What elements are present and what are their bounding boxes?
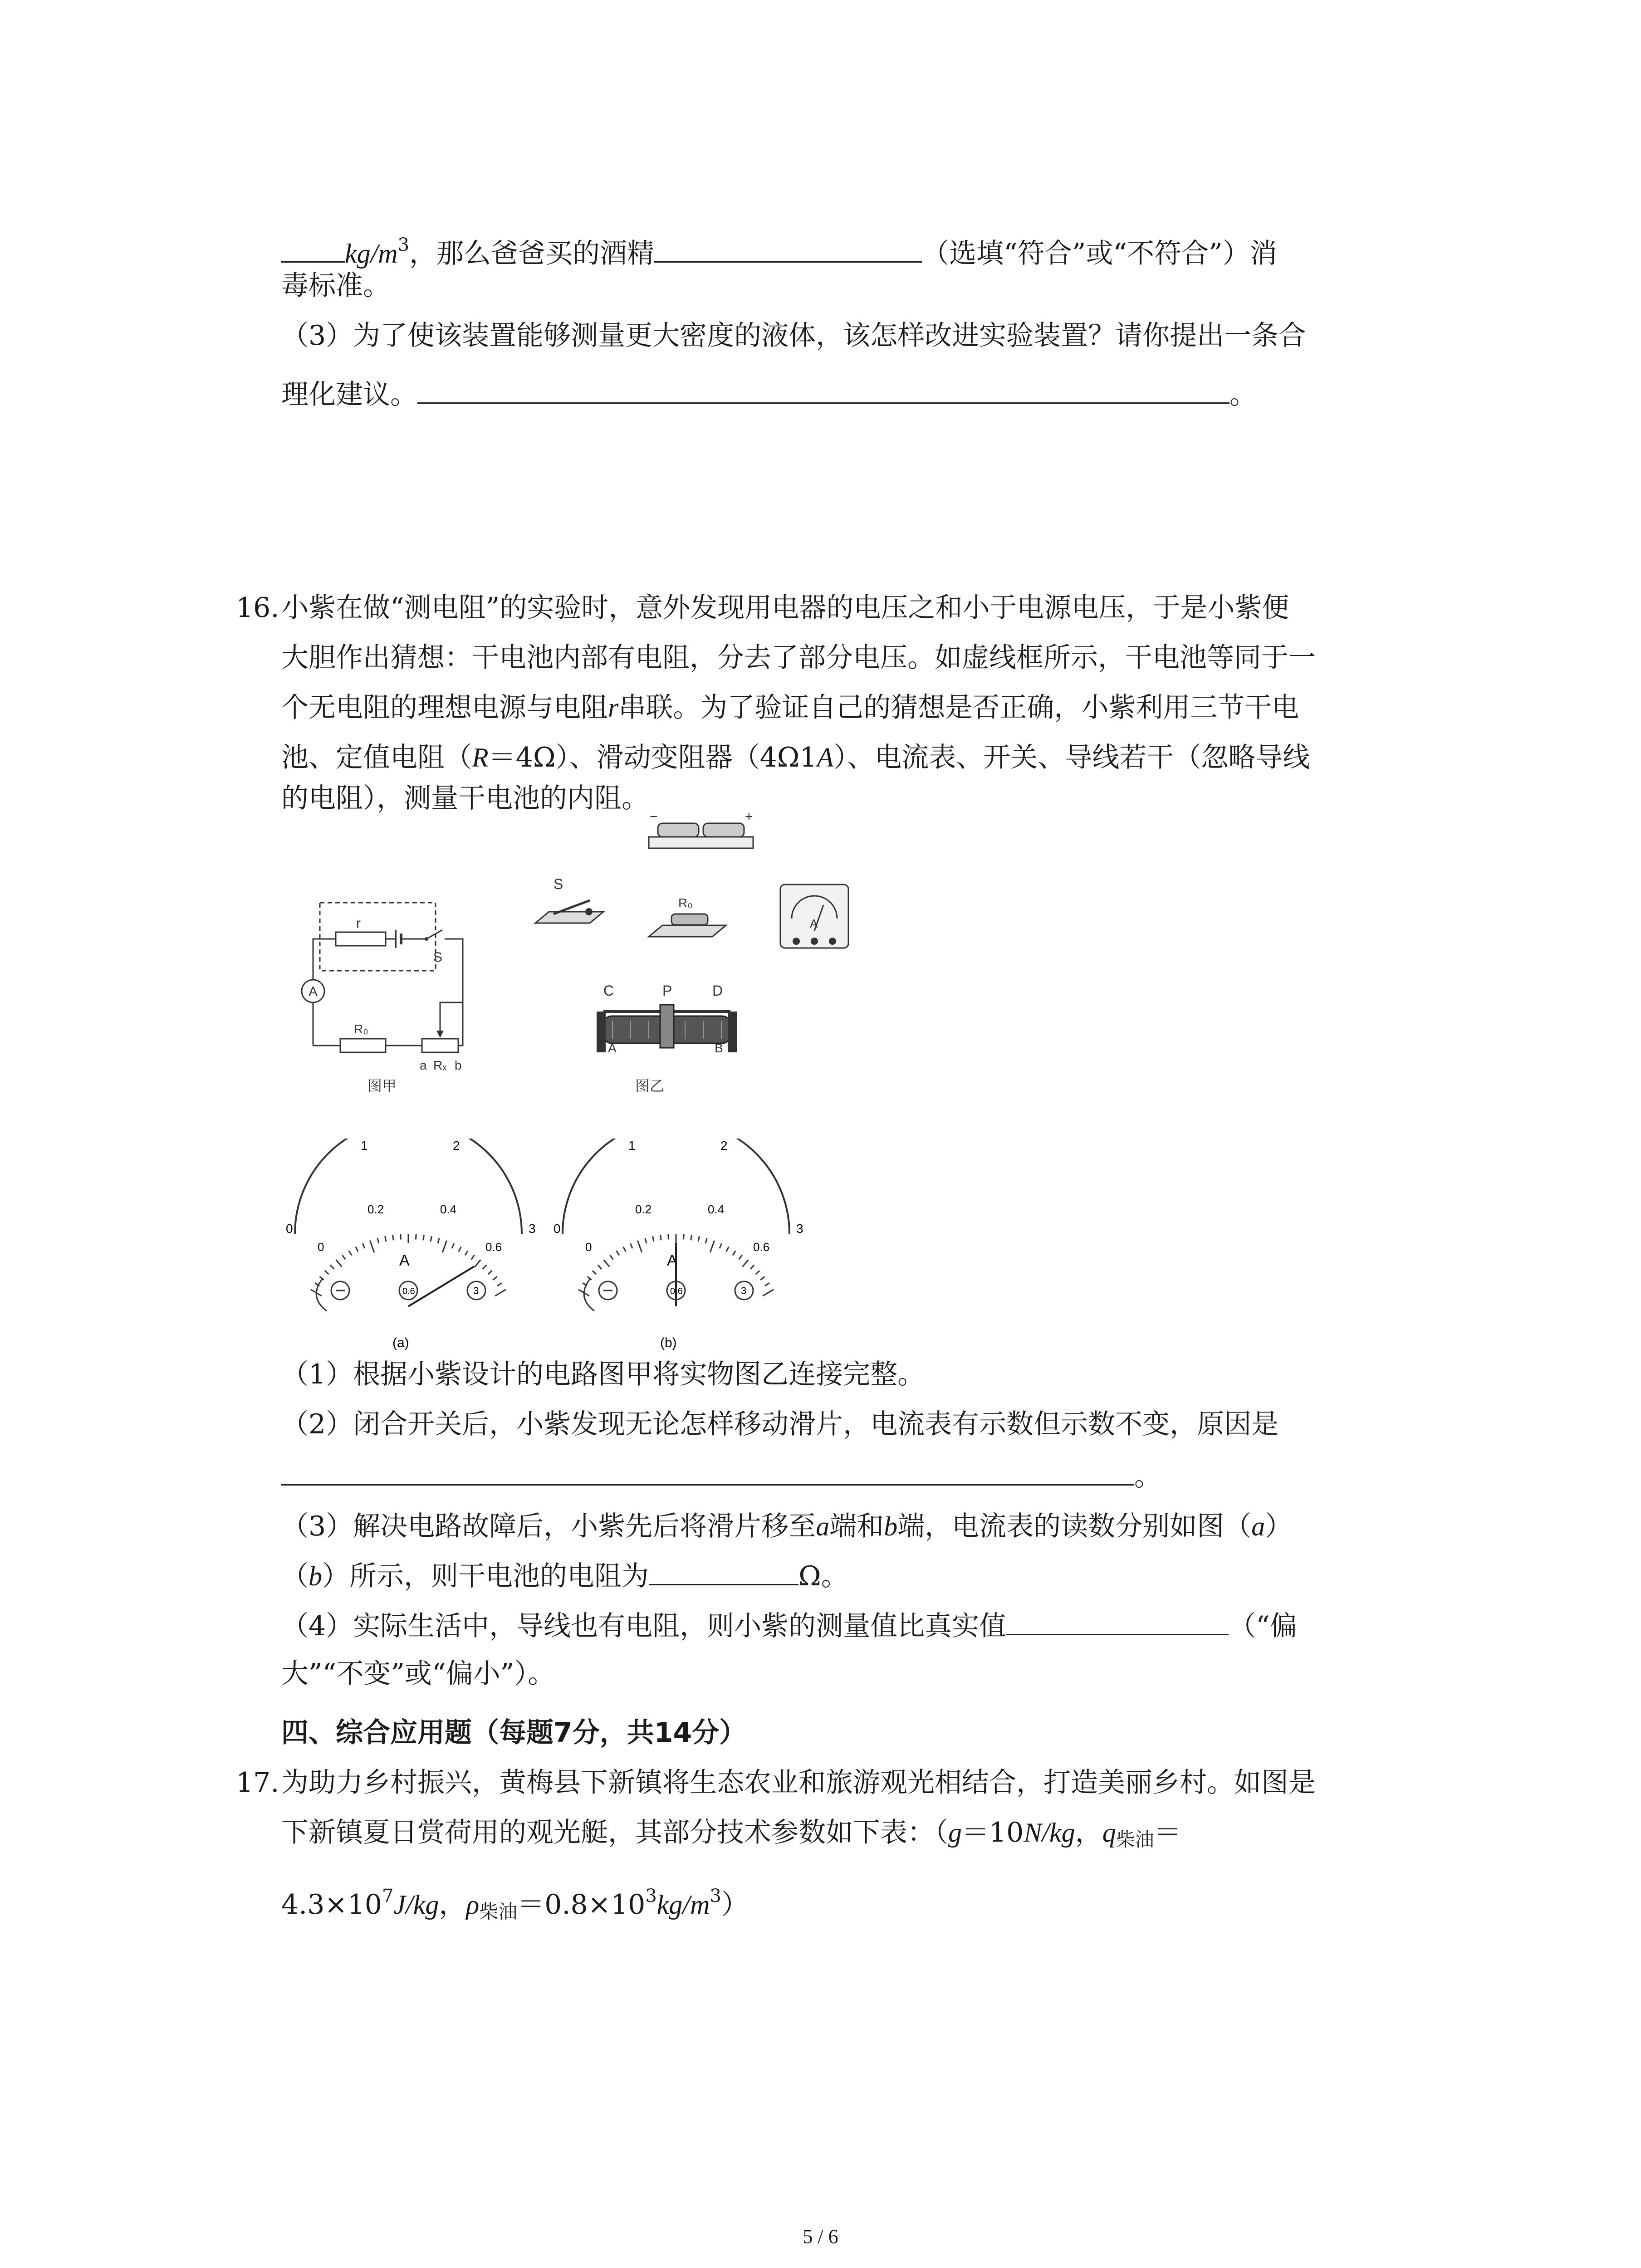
label-s: S [433, 950, 443, 965]
label-a: a [420, 1058, 427, 1072]
svg-text:P: P [662, 982, 672, 999]
subquestion-1: （1）根据小紫设计的电路图甲将实物图乙连接完整。 [281, 1359, 925, 1390]
meter-tick [739, 1255, 742, 1260]
svg-text:1: 1 [361, 1139, 368, 1153]
components-diagram-yi [522, 812, 871, 1093]
resistor-r0-component [649, 896, 726, 937]
rheostat-component [597, 982, 737, 1055]
meter-tick [377, 1238, 379, 1243]
meter-tick [483, 1265, 486, 1269]
meter-tick [475, 1260, 481, 1266]
subquestion-3: （3）解决电路故障后，小紫先后将滑片移至a端和b端，电流表的读数分别如图（a） [281, 1510, 1293, 1542]
answer-blank[interactable] [649, 1559, 798, 1585]
svg-text:−: − [650, 812, 658, 824]
meter-tick [438, 1238, 439, 1243]
caption-jia: 图甲 [367, 1078, 397, 1093]
svg-text:0.6: 0.6 [670, 1286, 683, 1296]
subquestion-4: （4）实际生活中，导线也有电阻，则小紫的测量值比真实值 （“偏 [281, 1608, 1297, 1644]
svg-text:0.6: 0.6 [485, 1240, 502, 1254]
meter-tick [488, 1271, 492, 1274]
page-number: 5 / 6 [803, 2225, 838, 2248]
meter-tick [330, 1265, 334, 1269]
meter-tick [497, 1283, 502, 1286]
meter-tick [325, 1271, 329, 1274]
meter-arc [563, 1139, 789, 1234]
text-line: 大”“不变”或“偏小”）。 [281, 1658, 555, 1690]
svg-text:3: 3 [796, 1222, 803, 1236]
meter-tick [733, 1251, 735, 1255]
svg-text:2: 2 [453, 1139, 460, 1153]
meter-tick [459, 1247, 461, 1252]
text-line: $4.3\times 10^7J/kg$，$\rho_{柴油}=0.8\times 10^3kg/m^3$） [281, 1886, 749, 1923]
meter-tick [765, 1283, 769, 1286]
meter-tick [495, 1290, 506, 1296]
meter-tick [756, 1271, 760, 1274]
svg-text:0.4: 0.4 [708, 1202, 725, 1216]
meter-tick [385, 1236, 386, 1242]
svg-text:A: A [667, 1252, 677, 1269]
text-line: 的电阻），测量干电池的内阻。 [281, 782, 649, 814]
meter-tick [362, 1243, 365, 1248]
svg-text:2: 2 [720, 1139, 728, 1153]
svg-text:0.2: 0.2 [635, 1202, 652, 1216]
text-line: 下新镇夏日赏荷用的观光艇，其部分技术参数如下表：（g＝10N/kg，$q_{柴油}=$ [281, 1817, 1181, 1851]
caption-yi: 图乙 [635, 1078, 665, 1093]
svg-text:S: S [554, 876, 563, 892]
meter-tick [763, 1290, 774, 1296]
meter-caption: (a) [392, 1335, 409, 1350]
meter-caption: (b) [660, 1335, 677, 1350]
meter-tick [342, 1255, 345, 1260]
label-r0: R₀ [354, 1022, 368, 1036]
question-number: 17. [236, 1767, 279, 1799]
meter-tick [710, 1241, 714, 1252]
svg-text:0: 0 [286, 1222, 293, 1236]
svg-text:C: C [603, 982, 614, 999]
meter-tick [349, 1251, 352, 1255]
meter-needle [408, 1266, 474, 1306]
meter-tick [452, 1243, 454, 1248]
answer-blank[interactable] [281, 1459, 1134, 1486]
text-line: 理化建议。 。 [281, 376, 1257, 413]
svg-text:+: + [745, 812, 753, 824]
text-line: 。 [281, 1458, 1161, 1495]
svg-text:0: 0 [318, 1240, 324, 1254]
text-line: 大胆作出猜想：干电池内部有电阻，分去了部分电压。如虚线框所示，干电池等同于一 [281, 642, 1316, 674]
answer-blank[interactable] [1006, 1608, 1229, 1635]
svg-text:0.6: 0.6 [753, 1240, 770, 1254]
meter-tick [356, 1247, 358, 1252]
meter-tick [465, 1251, 468, 1255]
meter-tick [750, 1265, 754, 1269]
meter-tick [668, 1234, 669, 1240]
ammeter-component [780, 885, 848, 948]
meter-tick [336, 1260, 342, 1266]
meter-tick [760, 1276, 764, 1280]
svg-text:0.6: 0.6 [402, 1286, 415, 1296]
meter-tick [471, 1255, 475, 1260]
svg-text:3: 3 [473, 1285, 479, 1296]
meter-arc [295, 1139, 522, 1234]
label-b: b [455, 1058, 462, 1072]
text-line: 小紫在做“测电阻”的实验时，意外发现用电器的电压之和小于电源电压，于是小紫便 [281, 592, 1289, 624]
meter-tick [370, 1241, 374, 1252]
answer-blank[interactable] [654, 236, 922, 263]
meter-tick [630, 1243, 632, 1248]
answer-blank[interactable] [417, 377, 1230, 404]
meter-tick [593, 1271, 597, 1274]
meter-tick [637, 1241, 642, 1252]
svg-text:A: A [608, 1041, 617, 1055]
question-number: 16. [236, 592, 279, 624]
meter-tick [493, 1276, 497, 1280]
svg-text:B: B [715, 1041, 723, 1055]
meter-tick [705, 1238, 707, 1243]
meter-tick [743, 1260, 749, 1266]
meter-tick [691, 1235, 692, 1240]
svg-text:0: 0 [585, 1240, 592, 1254]
svg-text:R₀: R₀ [678, 896, 693, 910]
label-ammeter: A [309, 984, 318, 999]
text-line: 池、定值电阻（R＝4Ω）、滑动变阻器（4Ω1A）、电流表、开关、导线若干（忽略导线 [281, 742, 1310, 773]
text-line: （b）所示，则干电池的电阻为 Ω。 [281, 1558, 848, 1594]
svg-text:A: A [810, 917, 818, 930]
svg-text:3: 3 [529, 1222, 536, 1236]
meter-tick [617, 1251, 619, 1255]
svg-text:0.4: 0.4 [440, 1202, 457, 1216]
text-line: （3）为了使该装置能够测量更大密度的液体，该怎样改进实验装置？请你提出一条合 [281, 320, 1306, 352]
meter-tick [720, 1243, 722, 1248]
label-r: r [356, 916, 361, 931]
section-heading: 四、综合应用题（每题7分，共14分） [281, 1717, 747, 1749]
meter-tick [683, 1234, 684, 1240]
label-rx: Rₓ [433, 1058, 447, 1072]
meter-tick [623, 1247, 626, 1252]
meter-tick [645, 1238, 647, 1243]
svg-text:D: D [712, 982, 723, 999]
text-line: 个无电阻的理想电源与电阻r串联。为了验证自己的猜想是否正确，小紫利用三节干电 [281, 692, 1299, 723]
meter-tick [698, 1236, 699, 1242]
svg-text:0.2: 0.2 [367, 1202, 384, 1216]
text-line-density-unit: $kg/m^3$，那么爸爸买的酒精 （选填“符合”或“不符合”）消 [281, 227, 1277, 272]
meter-tick [653, 1236, 654, 1242]
switch-component [535, 876, 603, 923]
meter-tick [423, 1235, 424, 1240]
svg-text:1: 1 [628, 1139, 636, 1153]
meter-tick [604, 1260, 610, 1266]
circuit-diagram-jia [290, 889, 472, 1093]
meter-tick [726, 1247, 729, 1252]
ammeter-reading-b [540, 1139, 821, 1352]
text-line: 为助力乡村振兴，黄梅县下新镇将生态农业和旅游观光相结合，打造美丽乡村。如图是 [281, 1767, 1316, 1799]
svg-text:0: 0 [554, 1222, 561, 1236]
meter-tick [598, 1265, 602, 1269]
battery-pack [649, 812, 753, 848]
svg-text:3: 3 [741, 1285, 747, 1296]
meter-tick [393, 1235, 394, 1240]
text-line: 毒标准。 [281, 270, 390, 302]
svg-text:A: A [399, 1252, 410, 1269]
answer-blank[interactable] [281, 236, 345, 263]
ammeter-reading-a [272, 1139, 554, 1352]
subquestion-2: （2）闭合开关后，小紫发现无论怎样移动滑片，电流表有示数但示数不变，原因是 [281, 1408, 1279, 1440]
meter-tick [442, 1241, 446, 1252]
meter-tick [610, 1255, 613, 1260]
